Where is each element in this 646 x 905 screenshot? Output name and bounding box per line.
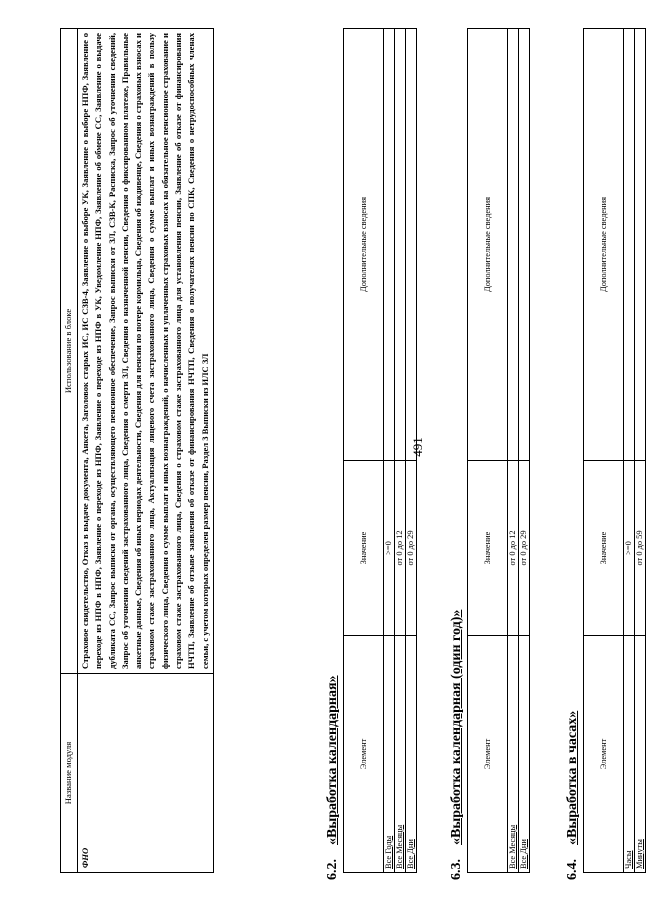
header-element: Элемент — [584, 636, 624, 873]
header-value: Значение — [344, 461, 384, 636]
section-number: 6.3. — [449, 859, 464, 880]
value-cell: >=0 — [384, 461, 395, 636]
header-value: Значение — [468, 461, 508, 636]
table-header — [344, 29, 384, 873]
header-value: Значение — [584, 461, 624, 636]
module-usage: Страховое свидетельство, Отказ в выдаче документа, Анкета, Заголовок старых ИС, ИС СЗВ-4, Заявление о выборе УК, Заявление о выборе НПФ, Заявление о переходе из НПФ в НПФ, Заявление о переходе из НПФ, Заявление о переходе из НПФ в УК, Уведомление НПФ, Заявление об обмене СС, Заявление о выдаче дубликата СС, Запрос выписки от органа, осуществляющего пенсионное обеспечение, Запрос выписки от ЗЛ, СЗВ-К, Расписка, Запрос об уточнении сведений, Запрос об уточнении сведений застрахованного лица, Сведения о смерти ЗЛ, Сведения о назначенной пенсии, Сведения о фиксированном платеже, Правильные анкетные данные, Сведения об иных периодах деятельности, Сведения для пенсии по потере кормильца, Сведения об иждивенце, Сведения о страховых взносах и страховом стаже застрахованного лица, Актуализация лицевого счета застрахованного лица, Сведения о сумме выплат и иных вознаграждений в пользу физического лица, Сведения о сумме выплат и иных вознаграждений, о начисленных и уплаченных страховых взносах на обязательное пенсионное страхование и страховом стаже застрахованного лица, Сведения о страховом стаже застрахованного лица для установления пенсии, Заявление об отказе от финансирования НЧТП, Заявление об отзыве заявления об отказе от финансирования НЧТП, Сведения о получателях пенсии по СПК, Сведения о нетрудоспособных членах семьи, с учетом которых определен размер пенсии, Раздел 3 Выписки из ИЛС ЗЛ — [78, 29, 214, 674]
section-heading — [449, 610, 465, 880]
module-name: ФНО — [78, 674, 214, 873]
table-row — [635, 29, 646, 873]
header-extra: Дополнительные сведения — [584, 29, 624, 461]
header-usage: Использование в блоке — [61, 29, 78, 674]
element-cell: Все Месяцы — [508, 636, 519, 873]
page-number: 491 — [410, 437, 425, 457]
element-cell: Все Месяцы — [395, 636, 406, 873]
extra-cell — [635, 29, 646, 461]
element-cell: Минуты — [635, 636, 646, 873]
section-title: «Выработка календарная» — [325, 675, 340, 845]
module-table — [60, 28, 214, 873]
section-title: «Выработка в часах» — [565, 710, 580, 845]
table-row — [519, 29, 530, 873]
section-table — [583, 28, 646, 873]
value-cell: от 0 до 12 — [395, 461, 406, 636]
section-heading — [325, 675, 341, 880]
extra-cell — [384, 29, 395, 461]
extra-cell — [624, 29, 635, 461]
extra-cell — [395, 29, 406, 461]
value-cell: от 0 до 29 — [406, 461, 417, 636]
table-row — [508, 29, 519, 873]
table-row — [624, 29, 635, 873]
extra-cell — [508, 29, 519, 461]
section-table — [467, 28, 530, 873]
table-row — [395, 29, 406, 873]
section-number: 6.4. — [565, 859, 580, 880]
table-header — [468, 29, 508, 873]
section-table — [343, 28, 417, 873]
extra-cell — [519, 29, 530, 461]
header-module-name: Название модуля — [61, 674, 78, 873]
module-table-header — [61, 29, 78, 873]
element-cell: Все Дни — [519, 636, 530, 873]
value-cell: от 0 до 12 — [508, 461, 519, 636]
table-header — [584, 29, 624, 873]
table-row — [406, 29, 417, 873]
value-cell: от 0 до 59 — [635, 461, 646, 636]
element-cell: Часы — [624, 636, 635, 873]
header-element: Элемент — [344, 636, 384, 873]
extra-cell — [406, 29, 417, 461]
value-cell: >=0 — [624, 461, 635, 636]
header-extra: Дополнительные сведения — [468, 29, 508, 461]
header-extra: Дополнительные сведения — [344, 29, 384, 461]
element-cell: Все Годы — [384, 636, 395, 873]
value-cell: от 0 до 29 — [519, 461, 530, 636]
section-title: «Выработка календарная (один год)» — [449, 609, 464, 845]
table-row — [384, 29, 395, 873]
header-element: Элемент — [468, 636, 508, 873]
section-number: 6.2. — [325, 859, 340, 880]
element-cell: Все Дни — [406, 636, 417, 873]
table-row — [78, 29, 214, 873]
section-heading — [565, 711, 581, 880]
